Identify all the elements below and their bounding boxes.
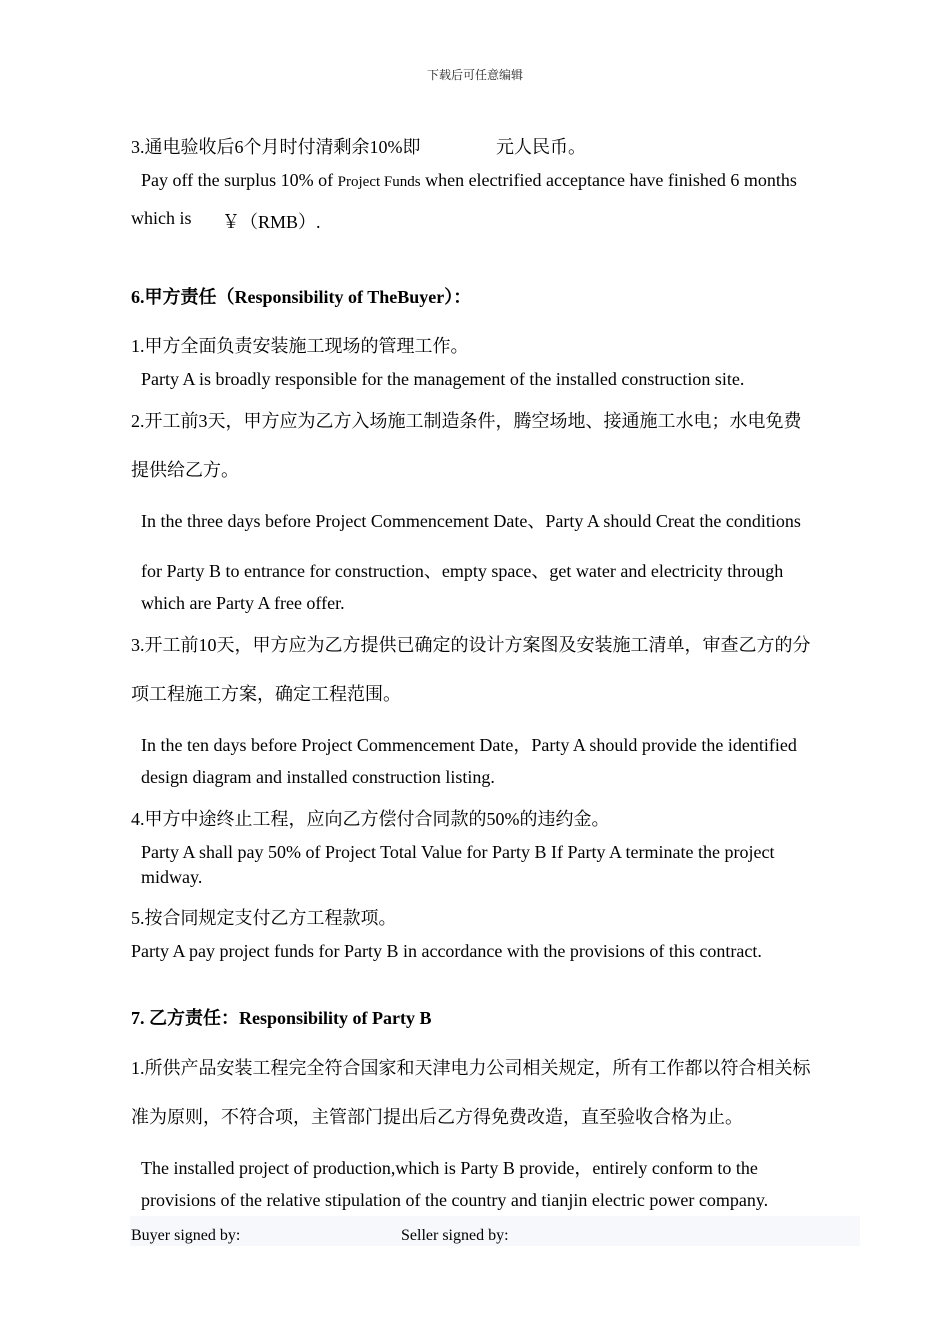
seller-signature-label: Seller signed by:: [401, 1227, 509, 1244]
payment-clause-zh-part2: 元人民币。: [496, 137, 586, 157]
payment-clause-en-line1: [141, 170, 797, 191]
sec6-item3-zh-line1: 3.开工前10天，甲方应为乙方提供已确定的设计方案图及安装施工清单，审查乙方的分: [131, 635, 811, 655]
sec6-item3-en-line2: design diagram and installed construction listing.: [141, 767, 495, 787]
page-header: 下载后可任意编辑: [426, 68, 523, 82]
sec6-item5-en: Party A pay project funds for Party B in accordance with the provisions of this contract.: [131, 941, 762, 961]
sec6-item3-en-line1: In the ten days before Project Commencement Date，Party A should provide the identified: [141, 735, 797, 755]
payment-clause-en-a: Pay off the surplus 10% of: [141, 170, 338, 190]
section-7-title: 7. 乙方责任：Responsibility of Party B: [131, 1008, 432, 1028]
sec7-item1-en-line1: The installed project of production,which is Party B provide，entirely conform to the: [141, 1158, 758, 1178]
sec7-item1-en-line2: provisions of the relative stipulation of the country and tianjin electric power company.: [141, 1190, 769, 1210]
sec6-item1-en: Party A is broadly responsible for the management of the installed construction site.: [141, 369, 745, 389]
sec6-item2-en-line2: for Party B to entrance for construction、empty space、get water and electricity through: [141, 561, 784, 581]
sec7-item1-zh-line2: 准为原则，不符合项，主管部门提出后乙方得免费改造，直至验收合格为止。: [131, 1107, 743, 1127]
sec6-item4-en-line1: Party A shall pay 50% of Project Total Value for Party B If Party A terminate the project: [141, 842, 775, 862]
sec6-item4-en-line2: midway.: [141, 867, 203, 887]
sec6-item2-en-line3: which are Party A free offer.: [141, 593, 345, 613]
sec6-item2-zh-line2: 提供给乙方。: [131, 460, 239, 480]
sec6-item3-zh-line2: 项工程施工方案，确定工程范围。: [131, 684, 401, 704]
sec7-item1-zh-line1: 1.所供产品安装工程完全符合国家和天津电力公司相关规定，所有工作都以符合相关标: [131, 1058, 811, 1078]
buyer-signature-label: Buyer signed by:: [131, 1227, 241, 1244]
payment-clause-en-which-is: which is: [131, 208, 192, 228]
payment-clause-en-project-funds: Project Funds: [337, 174, 421, 190]
payment-clause-en-rmb: ￥（RMB）.: [222, 212, 321, 232]
sec6-item4-zh: 4.甲方中途终止工程，应向乙方偿付合同款的50%的违约金。: [131, 809, 610, 829]
payment-clause-en-b: when electrified acceptance have finished 6 months: [420, 170, 797, 190]
section-6-title: 6.甲方责任（Responsibility of TheBuyer）：: [131, 287, 472, 307]
sec6-item2-zh-line1: 2.开工前3天，甲方应为乙方入场施工制造条件，腾空场地、接通施工水电；水电免费: [131, 411, 802, 431]
sec6-item5-zh: 5.按合同规定支付乙方工程款项。: [131, 908, 397, 928]
payment-clause-zh-part1: 3.通电验收后6个月时付清剩余10%即: [131, 137, 421, 157]
sec6-item1-zh: 1.甲方全面负责安装施工现场的管理工作。: [131, 336, 469, 356]
sec6-item2-en-line1: In the three days before Project Commencement Date、Party A should Creat the conditions: [141, 511, 801, 531]
